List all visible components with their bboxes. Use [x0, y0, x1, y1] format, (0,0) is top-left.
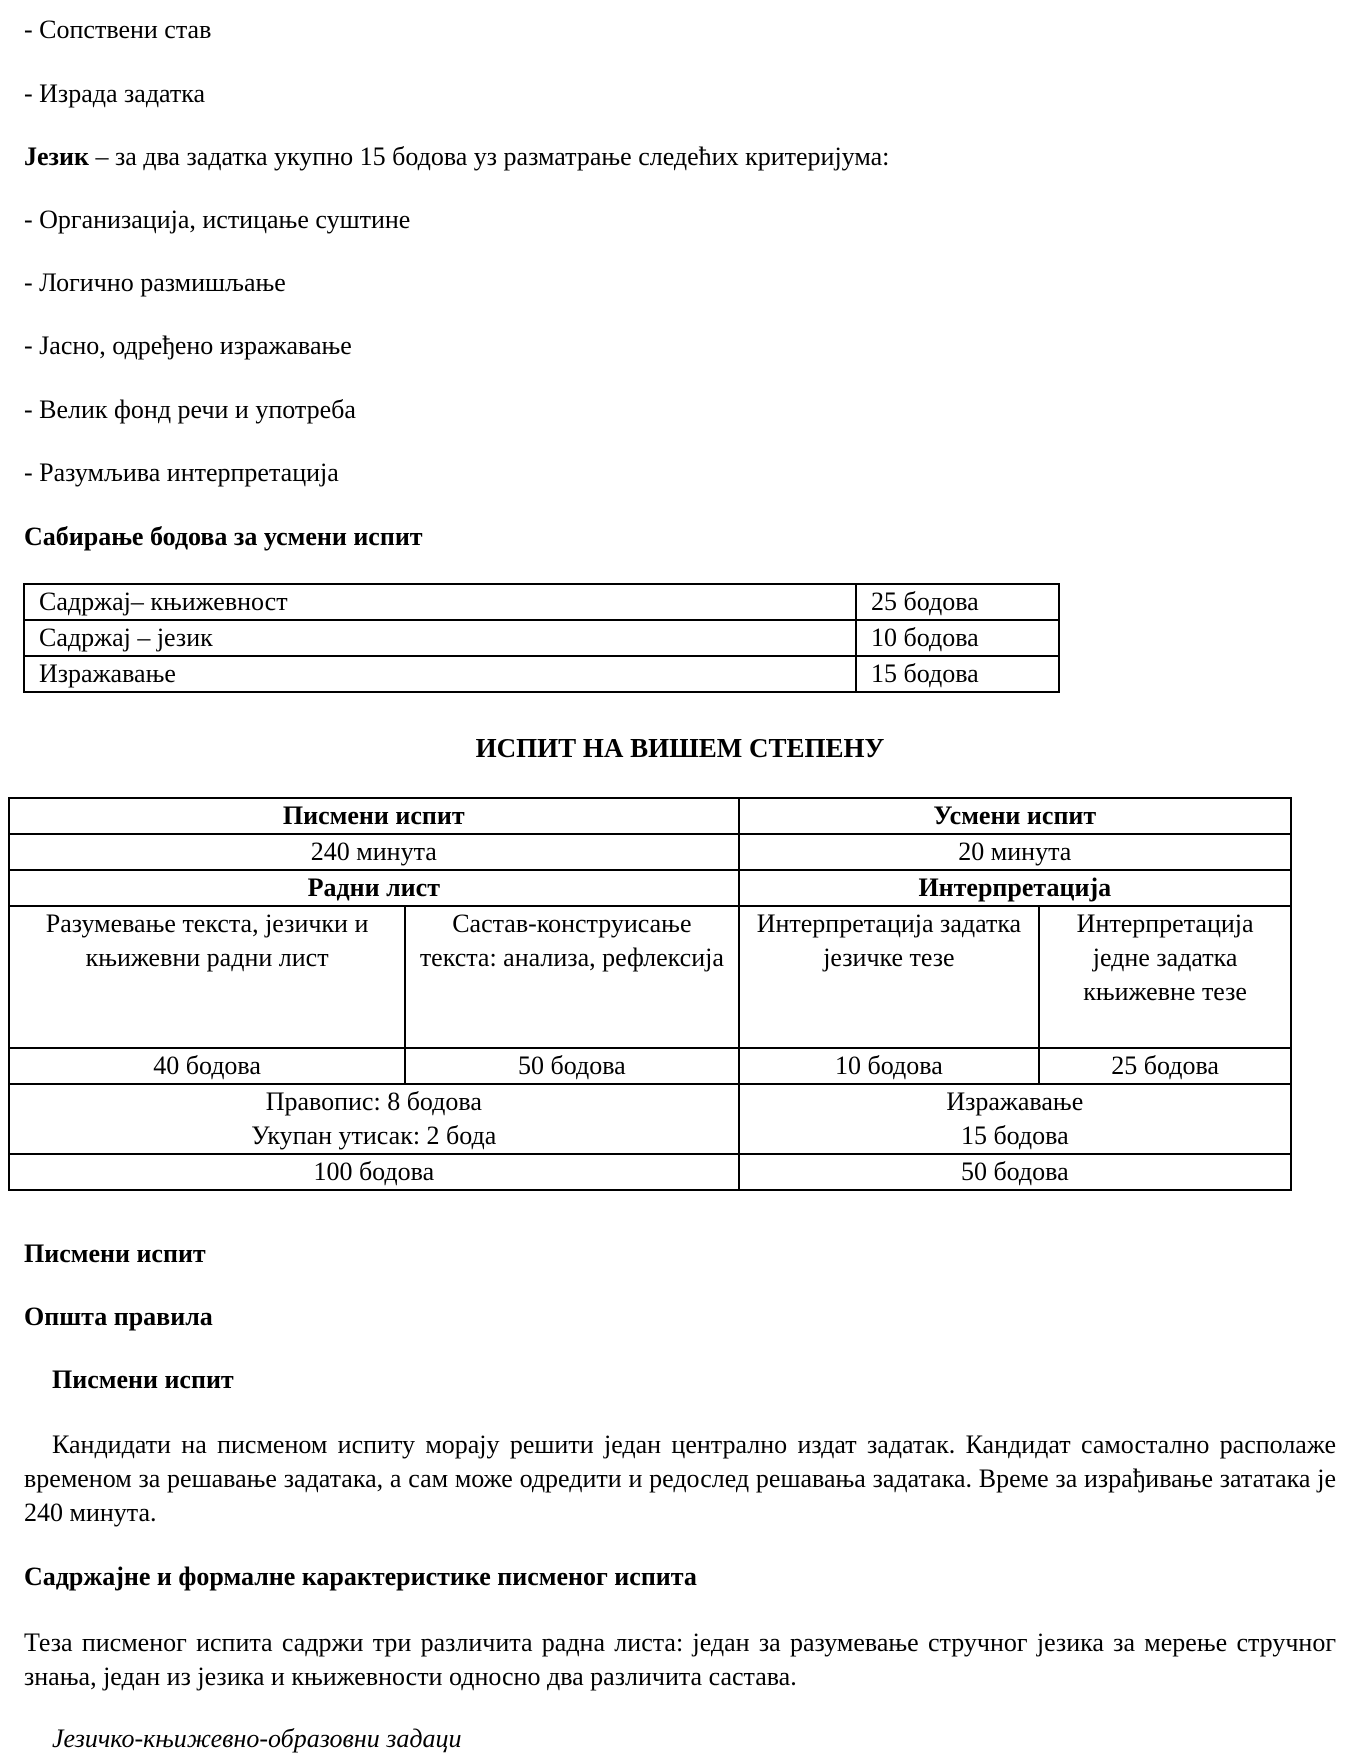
italic-subheading: Језичко-књижевно-образовни задаци [52, 1724, 462, 1753]
table-cell: Састав-конструисање текста: анализа, рефлексија [405, 906, 738, 1048]
table-cell: 10 бодова [739, 1048, 1040, 1084]
table-cell: Садржај– књижевност [24, 584, 856, 620]
table-cell: Изражавање [24, 656, 856, 692]
spelling-points: Правопис: 8 бодова [265, 1087, 482, 1116]
content-heading: Садржајне и формалне карактеристике писменог испита [24, 1562, 697, 1591]
written-exam-header: Писмени испит [9, 798, 739, 834]
oral-exam-header: Усмени испит [739, 798, 1291, 834]
table-row [9, 1084, 1291, 1154]
written-extra-cell [9, 1084, 739, 1154]
overall-impression-points: Укупан утисак: 2 бода [251, 1121, 497, 1150]
table-row [9, 1048, 1291, 1084]
section-title: ИСПИТ НА ВИШЕМ СТЕПЕНУ [475, 733, 885, 763]
intro-item-2: - Израда задатка [24, 79, 206, 108]
language-text: – за два задатка укупно 15 бодова уз разматрање следећих критеријума: [88, 142, 890, 171]
table-cell: Интерпретација једне задатка књижевне тезе [1039, 906, 1291, 1048]
written-subheader: Радни лист [9, 870, 739, 906]
written-exam-heading: Писмени испит [24, 1239, 206, 1268]
language-criteria-line [24, 141, 889, 174]
table-cell: 15 бодова [856, 656, 1059, 692]
table-cell: 50 бодова [405, 1048, 738, 1084]
criterion-1: - Организација, истицање суштине [24, 205, 411, 234]
table-row [24, 620, 1059, 656]
oral-extra-cell [739, 1084, 1291, 1154]
criterion-2: - Логично размишљање [24, 268, 286, 297]
written-exam-subheading: Писмени испит [52, 1365, 234, 1394]
table-cell: Разумевање текста, језички и књижевни радни лист [9, 906, 405, 1048]
table-cell: Садржај – језик [24, 620, 856, 656]
table-row [9, 1154, 1291, 1190]
table-cell: 25 бодова [1039, 1048, 1291, 1084]
expression-label: Изражавање [946, 1087, 1084, 1116]
criterion-5: - Разумљива интерпретација [24, 458, 339, 487]
table-cell: 10 бодова [856, 620, 1059, 656]
table-cell: Интерпретација задатка језичке тезе [739, 906, 1040, 1048]
table-row [9, 798, 1291, 834]
expression-points: 15 бодова [960, 1121, 1069, 1150]
paragraph-exam-content: Теза писменог испита садржи три различита радна листа: један за разумевање стручног језика за мерење стручног знања, један из језика и књижевности односно два различита састава. [24, 1628, 1336, 1691]
table-row [9, 870, 1291, 906]
table-row [24, 584, 1059, 620]
paragraph-exam-rules: Кандидати на писменом испиту морају решити један централно издат задатак. Кандидат самостално располаже временом за решавање задатака, а сам може одредити и редослед решавања задатака. Време за израђивање зататака је 240 минута. [24, 1430, 1336, 1527]
criterion-4: - Велик фонд речи и употреба [24, 395, 356, 424]
exam-structure-table [8, 797, 1292, 1191]
oral-score-table [23, 583, 1060, 693]
table-cell: 40 бодова [9, 1048, 405, 1084]
oral-sum-heading: Сабирање бодова за усмени испит [24, 522, 423, 551]
table-row [24, 656, 1059, 692]
criterion-3: - Јасно, одређено изражавање [24, 331, 352, 360]
table-row [9, 906, 1291, 1048]
oral-subheader: Интерпретација [739, 870, 1291, 906]
language-label: Језик [24, 142, 89, 171]
written-time: 240 минута [9, 834, 739, 870]
written-total: 100 бодова [9, 1154, 739, 1190]
table-row [9, 834, 1291, 870]
oral-time: 20 минута [739, 834, 1291, 870]
intro-item-1: - Сопствени став [24, 15, 212, 44]
oral-total: 50 бодова [739, 1154, 1291, 1190]
general-rules-heading: Општа правила [24, 1302, 213, 1331]
table-cell: 25 бодова [856, 584, 1059, 620]
